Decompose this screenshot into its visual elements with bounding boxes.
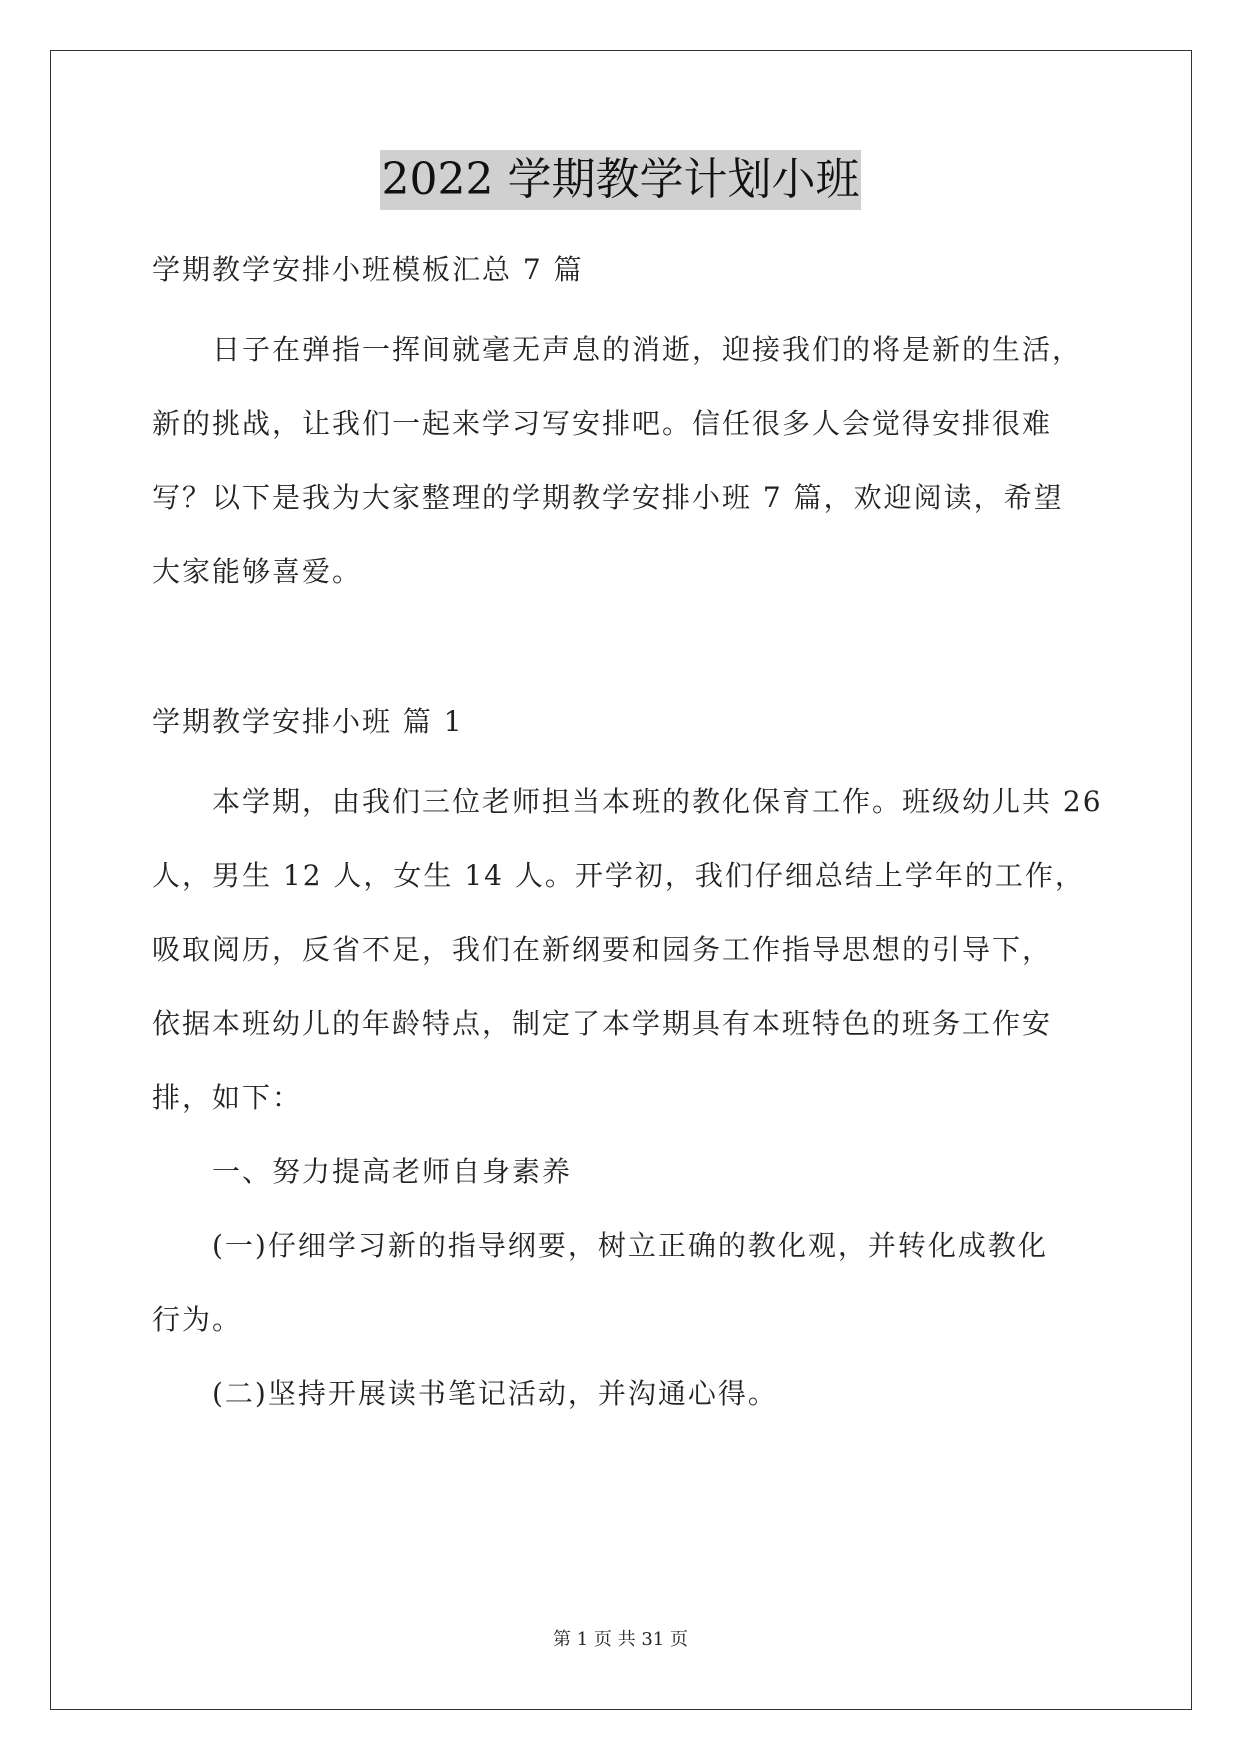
intro-line-3: 写？以下是我为大家整理的学期教学安排小班 7 篇，欢迎阅读，希望: [152, 481, 1064, 514]
body-line-4: 依据本班幼儿的年龄特点，制定了本学期具有本班特色的班务工作安: [152, 1007, 1053, 1040]
list-heading: 一、努力提高老师自身素养: [212, 1155, 573, 1188]
document-title: 2022 学期教学计划小班: [380, 150, 862, 210]
section-heading: 学期教学安排小班 篇 1: [152, 705, 464, 738]
body-line-2: 人，男生 12 人，女生 14 人。开学初，我们仔细总结上学年的工作，: [152, 859, 1085, 892]
subtitle-line: 学期教学安排小班模板汇总 7 篇: [152, 253, 584, 286]
body-line-5: 排，如下：: [152, 1081, 303, 1114]
body-line-1: 本学期，由我们三位老师担当本班的教化保育工作。班级幼儿共 26: [212, 785, 1103, 818]
intro-line-4: 大家能够喜爱。: [152, 555, 363, 588]
intro-line-2: 新的挑战，让我们一起来学习写安排吧。信任很多人会觉得安排很难: [152, 407, 1053, 440]
title-container: [0, 150, 1241, 210]
list-item-1-line-1: (一)仔细学习新的指导纲要，树立正确的教化观，并转化成教化: [212, 1229, 1048, 1262]
list-item-2: (二)坚持开展读书笔记活动，并沟通心得。: [212, 1377, 778, 1410]
body-line-3: 吸取阅历，反省不足，我们在新纲要和园务工作指导思想的引导下，: [152, 933, 1053, 966]
intro-line-1: 日子在弹指一挥间就毫无声息的消逝，迎接我们的将是新的生活，: [212, 333, 1083, 366]
page-footer: 第 1 页 共 31 页: [553, 1629, 688, 1650]
list-item-1-line-2: 行为。: [152, 1303, 243, 1336]
